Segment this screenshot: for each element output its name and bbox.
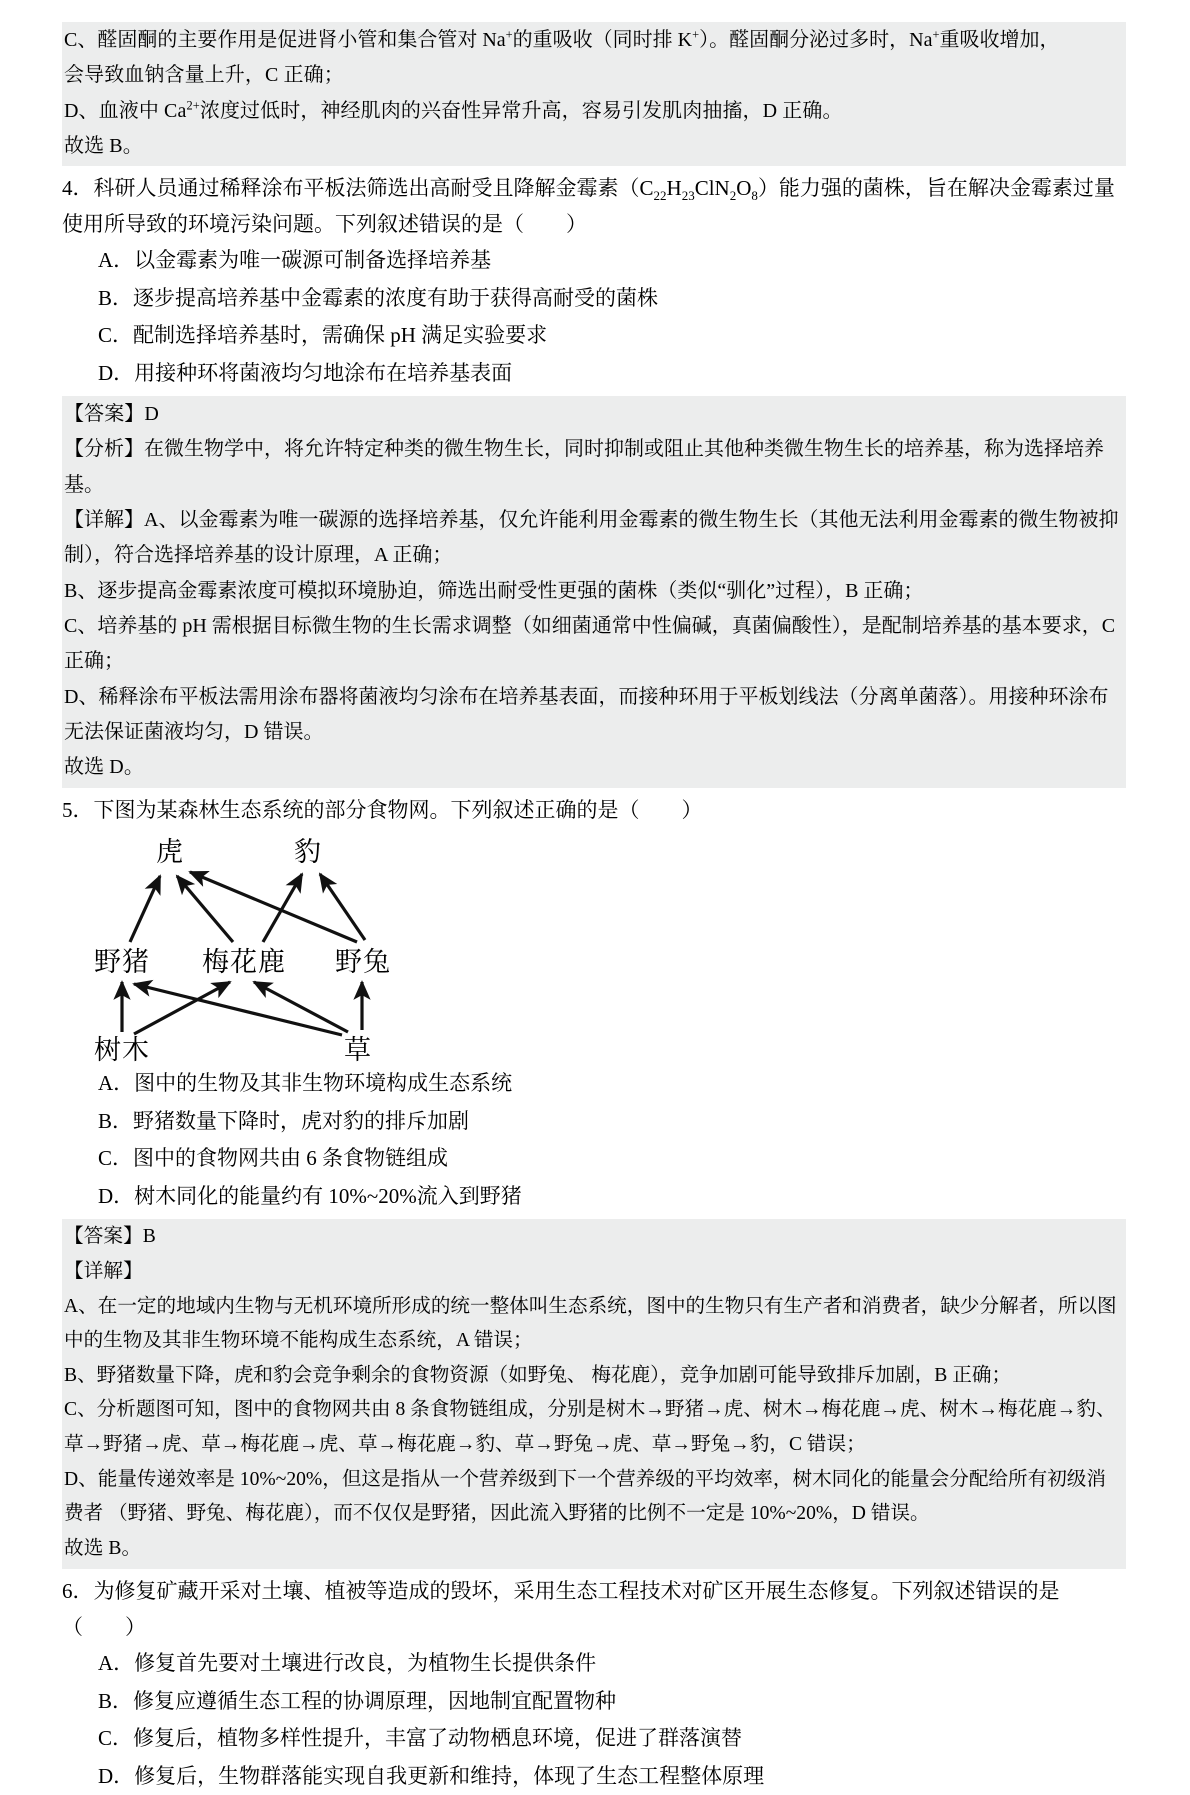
option-text: 图中的生物及其非生物环境构成生态系统: [134, 1071, 513, 1096]
food-web-node-grass: 草: [344, 1035, 372, 1066]
option-text: 以金霉素为唯一碳源可制备选择培养基: [134, 248, 492, 273]
option-text: 修复后，生物群落能实现自我更新和维持，体现了生态工程整体原理: [134, 1763, 765, 1788]
food-web-node-tree: 树木: [94, 1035, 150, 1066]
food-web-node-deer: 梅花鹿: [202, 947, 286, 978]
option-text: 修复后，植物多样性提升，丰富了动物栖息环境，促进了群落演替: [133, 1726, 743, 1751]
answer-value: B: [142, 1226, 156, 1248]
question-4-detail-a: 【详解】A、以金霉素为唯一碳源的选择培养基，仅允许能利用金霉素的微生物生长（其他无法利用金霉素的微生物被抑制），符合选择培养基的设计原理，A 正确；: [64, 509, 1119, 567]
option-text: 用接种环将菌液均匀地涂布在培养基表面: [134, 360, 513, 385]
option-label: C．: [98, 1146, 134, 1171]
option-text: 图中的食物网共由 6 条食物链组成: [133, 1146, 449, 1171]
question-6-options: [62, 1645, 1126, 1795]
question-4-analysis: [64, 432, 1122, 503]
question-5-text: 下图为某森林生态系统的部分食物网。下列叙述正确的是（ ）: [93, 798, 703, 823]
question-4-stem: [62, 170, 1126, 242]
question-5-option-b[interactable]: [62, 1103, 1126, 1141]
option-label: B．: [98, 285, 134, 310]
food-web-node-boar: 野猪: [94, 947, 150, 978]
food-web-node-tiger: 虎: [156, 837, 184, 868]
q3-explanation-line-1: C、醛固酮的主要作用是促进肾小管和集合管对 Na+的重吸收（同时排 K+）。醛固酮分泌过多时，Na+重吸收增加，: [64, 27, 1060, 51]
option-label: D．: [98, 1763, 135, 1788]
question-6-number: 6．: [62, 1579, 94, 1604]
q3-explanation-line-3: D、血液中 $Ca^{2+}$浓度过低时，神经肌肉的兴奋性异常升高，容易引发肌肉抽搐，D 正确。: [64, 97, 843, 122]
answer-label: 【答案】: [64, 1226, 143, 1248]
question-4-text: 科研人员通过稀释涂布平板法筛选出高耐受且降解金霉素$(C_{22}H_{23}ClN_2O_8)$能力强的菌株，旨在解决金霉素过量使用所导致的环境污染问题。下列叙述错误的是（ ）: [62, 176, 1115, 237]
question-6-text: 为修复矿藏开采对土壤、植被等造成的毁坏，采用生态工程技术对矿区开展生态修复。下列叙述错误的是（ ）: [62, 1579, 1060, 1640]
option-text: 树木同化的能量约有 10%~20%流入到野猪: [134, 1183, 522, 1208]
question-5-detail-a: A、在一定的地域内生物与无机环境所形成的统一整体叫生态系统，图中的生物只有生产者和消费者，缺少分解者，所以图中的生物及其非生物环境不能构成生态系统，A 错误；: [64, 1295, 1117, 1352]
option-label: B．: [98, 1108, 134, 1133]
question-6-stem: [62, 1573, 1126, 1645]
question-6-option-c[interactable]: [62, 1720, 1126, 1758]
question-4-detail-c: C、培养基的 pH 需根据目标微生物的生长需求调整（如细菌通常中性偏碱，真菌偏酸性），是配制培养基的基本要求，C 正确；: [64, 614, 1116, 673]
option-label: A．: [98, 1071, 135, 1096]
question-4-answer-block: [62, 396, 1126, 788]
question-5-option-c[interactable]: [62, 1140, 1126, 1178]
question-5-options: [62, 1065, 1126, 1215]
question-5-stem: [62, 792, 1126, 828]
option-label: A．: [98, 1651, 135, 1676]
option-text: 逐步提高培养基中金霉素的浓度有助于获得高耐受的菌株: [133, 285, 659, 310]
page-content: [62, 22, 1126, 1795]
question-4-answer: [64, 397, 1122, 432]
question-5-conclusion: 故选 B。: [64, 1537, 142, 1559]
question-5-option-a[interactable]: [62, 1065, 1126, 1103]
question-5-answer: [64, 1220, 1122, 1255]
analysis-text: 在微生物学中，将允许特定种类的微生物生长，同时抑制或阻止其他种类微生物生长的培养基，称为选择培养基。: [64, 438, 1104, 496]
question-5-number: 5．: [62, 798, 94, 823]
question-4-conclusion: 故选 D。: [64, 756, 144, 779]
question-4-option-a[interactable]: [62, 242, 1126, 280]
question-4-number: 4．: [62, 176, 94, 201]
q3-conclusion: 故选 B。: [64, 134, 143, 157]
question-5-detail-label: 【详解】: [64, 1261, 143, 1283]
option-label: D．: [98, 1183, 135, 1208]
question-6-option-d[interactable]: [62, 1758, 1126, 1795]
option-text: 修复首先要对土壤进行改良，为植物生长提供条件: [134, 1651, 597, 1676]
question-4-detail-d: D、稀释涂布平板法需用涂布器将菌液均匀涂布在培养基表面，而接种环用于平板划线法（分离单菌落）。用接种环涂布无法保证菌液均匀，D 错误。: [64, 685, 1109, 743]
q3-explanation-block: [62, 22, 1126, 166]
answer-label: 【答案】: [64, 403, 145, 426]
option-text: 修复应遵循生态工程的协调原理，因地制宜配置物种: [133, 1688, 617, 1713]
q3-explanation-line-2: 会导致血钠含量上升，C 正确；: [64, 64, 344, 87]
analysis-label: 【分析】: [64, 438, 144, 461]
question-5-answer-block: [62, 1219, 1126, 1569]
question-5-option-d[interactable]: [62, 1178, 1126, 1216]
question-5-detail-d: D、能量传递效率是 10%~20%，但这是指从一个营养级到下一个营养级的平均效率，树木同化的能量会分配给所有初级消费者 （野猪、野兔、梅花鹿），而不仅仅是野猪，因此流入野猪的比例不一定是 10%~20%，D 错误。: [64, 1468, 1106, 1525]
option-label: D．: [98, 360, 135, 385]
food-web-node-hare: 野兔: [335, 947, 391, 978]
option-label: C．: [98, 1726, 134, 1751]
question-6-option-a[interactable]: [62, 1645, 1126, 1683]
question-4-option-b[interactable]: [62, 280, 1126, 318]
option-text: 配制选择培养基时，需确保 pH 满足实验要求: [133, 323, 548, 348]
option-text: 野猪数量下降时，虎对豹的排斥加剧: [133, 1108, 470, 1133]
food-web-node-leopard: 豹: [294, 837, 322, 868]
question-6-option-b[interactable]: [62, 1683, 1126, 1721]
question-4-option-c[interactable]: [62, 317, 1126, 355]
food-web-diagram: [70, 830, 470, 1065]
option-label: B．: [98, 1688, 134, 1713]
question-5-detail-c: C、分析题图可知，图中的食物网共由 8 条食物链组成，分别是树木→野猪→虎、树木→梅花鹿→虎、树木→梅花鹿→豹、草→野猪→虎、草→梅花鹿→虎、草→梅花鹿→豹、草→野兔→虎、草→野兔→豹，C 错误；: [64, 1399, 1116, 1456]
question-4-option-d[interactable]: [62, 355, 1126, 393]
option-label: C．: [98, 323, 134, 348]
question-4-detail-b: B、逐步提高金霉素浓度可模拟环境胁迫，筛选出耐受性更强的菌株（类似“驯化”过程），B 正确；: [64, 579, 924, 602]
question-5-detail-b: B、野猪数量下降，虎和豹会竞争剩余的食物资源（如野兔、 梅花鹿），竞争加剧可能导致排斥加剧，B 正确；: [64, 1364, 1012, 1386]
question-4-options: [62, 242, 1126, 392]
answer-value: D: [144, 403, 159, 426]
option-label: A．: [98, 248, 135, 273]
